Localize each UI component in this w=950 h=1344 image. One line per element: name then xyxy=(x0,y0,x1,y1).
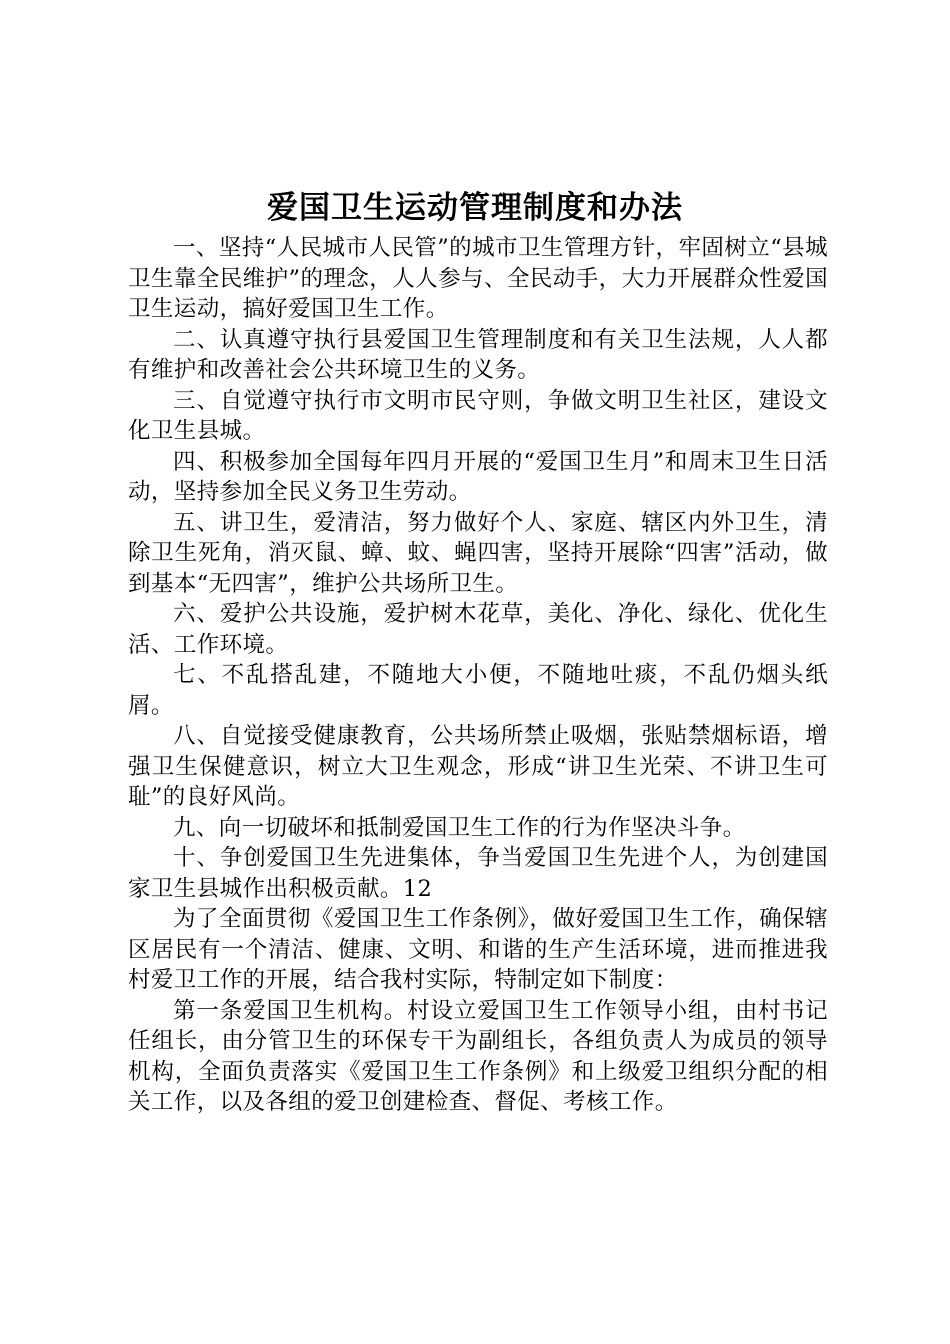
paragraph-12: 第一条爱国卫生机构。村设立爱国卫生工作领导小组，由村书记任组长，由分管卫生的环保专干为副组长，各组负责人为成员的领导机构，全面负责落实《爱国卫生工作条例》和上级爱卫组织分配的相关工作，以及各组的爱卫创建检查、督促、考核工作。 xyxy=(128,997,828,1115)
paragraph-6: 六、爱护公共设施，爱护树木花草，美化、净化、绿化、优化生活、工作环境。 xyxy=(128,601,828,658)
document-body xyxy=(128,233,828,1118)
paragraph-9: 九、向一切破坏和抵制爱国卫生工作的行为作坚决斗争。 xyxy=(173,814,746,841)
paragraph-11: 为了全面贯彻《爱国卫生工作条例》，做好爱国卫生工作，确保辖区居民有一个清洁、健康、文明、和谐的生产生活环境，进而推进我村爱卫工作的开展，结合我村实际，特制定如下制度： xyxy=(128,906,828,993)
paragraph-7: 七、不乱搭乱建，不随地大小便，不随地吐痰，不乱仍烟头纸屑。 xyxy=(128,662,828,719)
paragraph-1: 一、坚持“人民城市人民管”的城市卫生管理方针，牢固树立“县城卫生靠全民维护”的理念，人人参与、全民动手，大力开展群众性爱国卫生运动，搞好爱国卫生工作。 xyxy=(128,235,828,322)
document-title: 爱国卫生运动管理制度和办法 xyxy=(267,190,683,226)
paragraph-8: 八、自觉接受健康教育，公共场所禁止吸烟，张贴禁烟标语，增强卫生保健意识，树立大卫生观念，形成“讲卫生光荣、不讲卫生可耻”的良好风尚。 xyxy=(128,723,828,810)
paragraph-4: 四、积极参加全国每年四月开展的“爱国卫生月”和周末卫生日活动，坚持参加全民义务卫生劳动。 xyxy=(128,448,828,505)
paragraph-3: 三、自觉遵守执行市文明市民守则，争做文明卫生社区，建设文化卫生县城。 xyxy=(128,387,828,444)
paragraph-5: 五、讲卫生，爱清洁，努力做好个人、家庭、辖区内外卫生，清除卫生死角，消灭鼠、蟑、蚊、蝇四害，坚持开展除“四害”活动，做到基本“无四害”，维护公共场所卫生。 xyxy=(128,509,828,597)
paragraph-2: 二、认真遵守执行县爱国卫生管理制度和有关卫生法规，人人都有维护和改善社会公共环境卫生的义务。 xyxy=(128,326,828,383)
paragraph-10: 十、争创爱国卫生先进集体，争当爱国卫生先进个人，为创建国家卫生县城作出积极贡献。12 xyxy=(128,845,828,902)
